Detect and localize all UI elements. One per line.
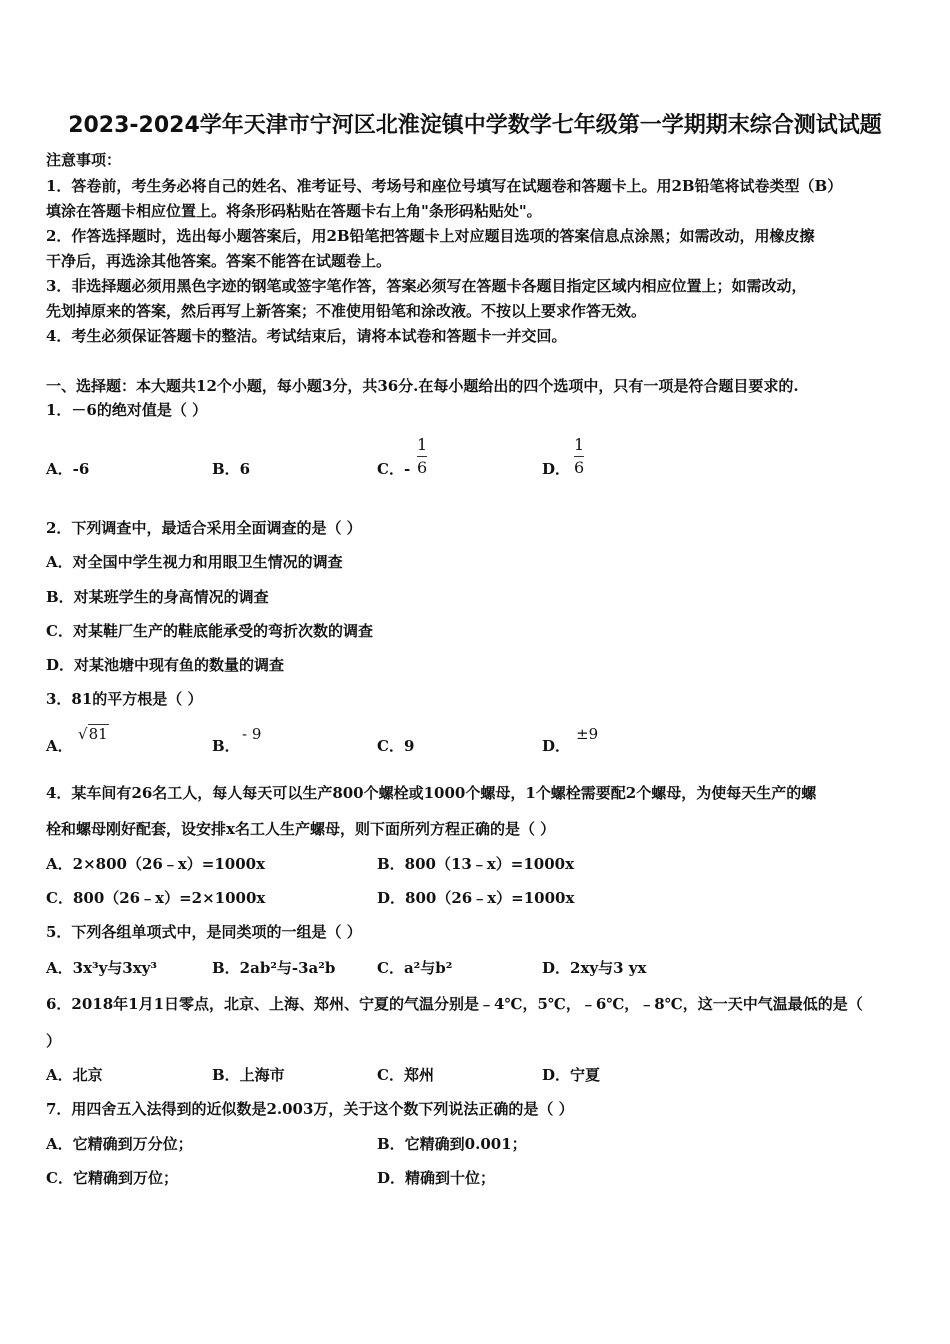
notice-line: 2．作答选择题时，选出每小题答案后，用2B铅笔把答题卡上对应题目选项的答案信息点涂黑；如需改动，用橡皮擦 (46, 227, 815, 245)
section-heading: 一、选择题：本大题共12个小题，每小题3分，共36分.在每小题给出的四个选项中，只有一项是符合题目要求的. (46, 377, 799, 395)
q6-option-a: A．北京 (46, 1066, 103, 1084)
q3-option-a: A． (46, 737, 73, 755)
q1-option-d: D． (542, 460, 571, 478)
q2-option-c: C．对某鞋厂生产的鞋底能承受的弯折次数的调查 (46, 622, 373, 640)
q5-option-d: D．2xy与3 yx (542, 959, 647, 977)
q3-d-value: ±9 (576, 725, 599, 743)
q7-option-c: C．它精确到万位； (46, 1169, 178, 1187)
numerator: 1 (574, 435, 585, 454)
fraction-bar (574, 456, 584, 457)
fraction-bar (417, 456, 427, 457)
fraction (417, 436, 427, 477)
question-6-stem-cont: ） (46, 1032, 62, 1050)
question-2-stem: 2．下列调查中，最适合采用全面调查的是（ ） (46, 519, 362, 537)
q4-option-b: B．800（13﹣x）=1000x (377, 855, 575, 873)
q5-option-b: B．2ab²与-3a²b (212, 959, 336, 977)
question-6-stem: 6．2018年1月1日零点，北京、上海、郑州、宁夏的气温分别是﹣4℃，5℃，﹣6℃，﹣8℃，这一天中气温最低的是（ (46, 995, 863, 1013)
question-4-stem-cont: 栓和螺母刚好配套，设安排x名工人生产螺母，则下面所列方程正确的是（ ） (46, 820, 556, 838)
q7-option-d: D．精确到十位； (377, 1169, 496, 1187)
q6-option-d: D．宁夏 (542, 1066, 601, 1084)
notice-heading: 注意事项： (46, 151, 122, 169)
denominator: 6 (574, 458, 585, 477)
question-5-stem: 5．下列各组单项式中，是同类项的一组是（ ） (46, 923, 362, 941)
notice-line: 4．考生必须保证答题卡的整洁。考试结束后，请将本试卷和答题卡一并交回。 (46, 327, 567, 345)
q1-option-c: C．- (377, 460, 411, 478)
q2-option-d: D．对某池塘中现有鱼的数量的调查 (46, 656, 285, 674)
notice-line: 干净后，再选涂其他答案。答案不能答在试题卷上。 (46, 252, 392, 270)
numerator: 1 (417, 435, 428, 454)
q6-option-c: C．郑州 (377, 1066, 434, 1084)
q3-b-value: - 9 (242, 725, 262, 743)
denominator: 6 (417, 458, 428, 477)
q5-option-a: A．3x³y与3xy³ (46, 959, 157, 977)
question-7-stem: 7．用四舍五入法得到的近似数是2.003万，关于这个数下列说法正确的是（ ） (46, 1100, 574, 1118)
q7-option-a: A．它精确到万分位； (46, 1135, 193, 1153)
q2-option-b: B．对某班学生的身高情况的调查 (46, 588, 269, 606)
page-title: 2023-2024学年天津市宁河区北淮淀镇中学数学七年级第一学期期末综合测试试题 (68, 113, 882, 138)
q7-option-b: B．它精确到0.001； (377, 1135, 527, 1153)
q1-option-b: B．6 (212, 460, 251, 478)
q2-option-a: A．对全国中学生视力和用眼卫生情况的调查 (46, 553, 343, 571)
question-3-stem: 3．81的平方根是（ ） (46, 690, 203, 708)
q4-option-d: D．800（26﹣x）=1000x (377, 889, 575, 907)
q1-option-a: A．-6 (46, 460, 90, 478)
question-4-stem: 4．某车间有26名工人，每人每天可以生产800个螺栓或1000个螺母，1个螺栓需要配2个螺母，为使每天生产的螺 (46, 784, 817, 802)
q6-option-b: B．上海市 (212, 1066, 285, 1084)
notice-line: 先划掉原来的答案，然后再写上新答案；不准使用铅笔和涂改液。不按以上要求作答无效。 (46, 302, 647, 320)
q3-option-b: B． (212, 737, 240, 755)
notice-line: 3．非选择题必须用黑色字迹的钢笔或签字笔作答，答案必须写在答题卡各题目指定区域内相应位置上；如需改动， (46, 277, 807, 295)
q4-option-a: A．2×800（26﹣x）=1000x (46, 855, 266, 873)
question-1-stem: 1．－6的绝对值是（ ） (46, 401, 208, 419)
q3-option-c: C．9 (377, 737, 415, 755)
sqrt-value: √81 (78, 725, 108, 743)
q4-option-c: C．800（26﹣x）=2×1000x (46, 889, 266, 907)
notice-line: 1．答卷前，考生务必将自己的姓名、准考证号、考场号和座位号填写在试题卷和答题卡上。用2B铅笔将试卷类型（B） (46, 177, 843, 195)
q5-option-c: C．a²与b² (377, 959, 453, 977)
q3-option-d: D． (542, 737, 571, 755)
notice-line: 填涂在答题卡相应位置上。将条形码粘贴在答题卡右上角"条形码粘贴处"。 (46, 202, 542, 220)
fraction (574, 436, 584, 477)
radicand: 81 (88, 725, 108, 743)
